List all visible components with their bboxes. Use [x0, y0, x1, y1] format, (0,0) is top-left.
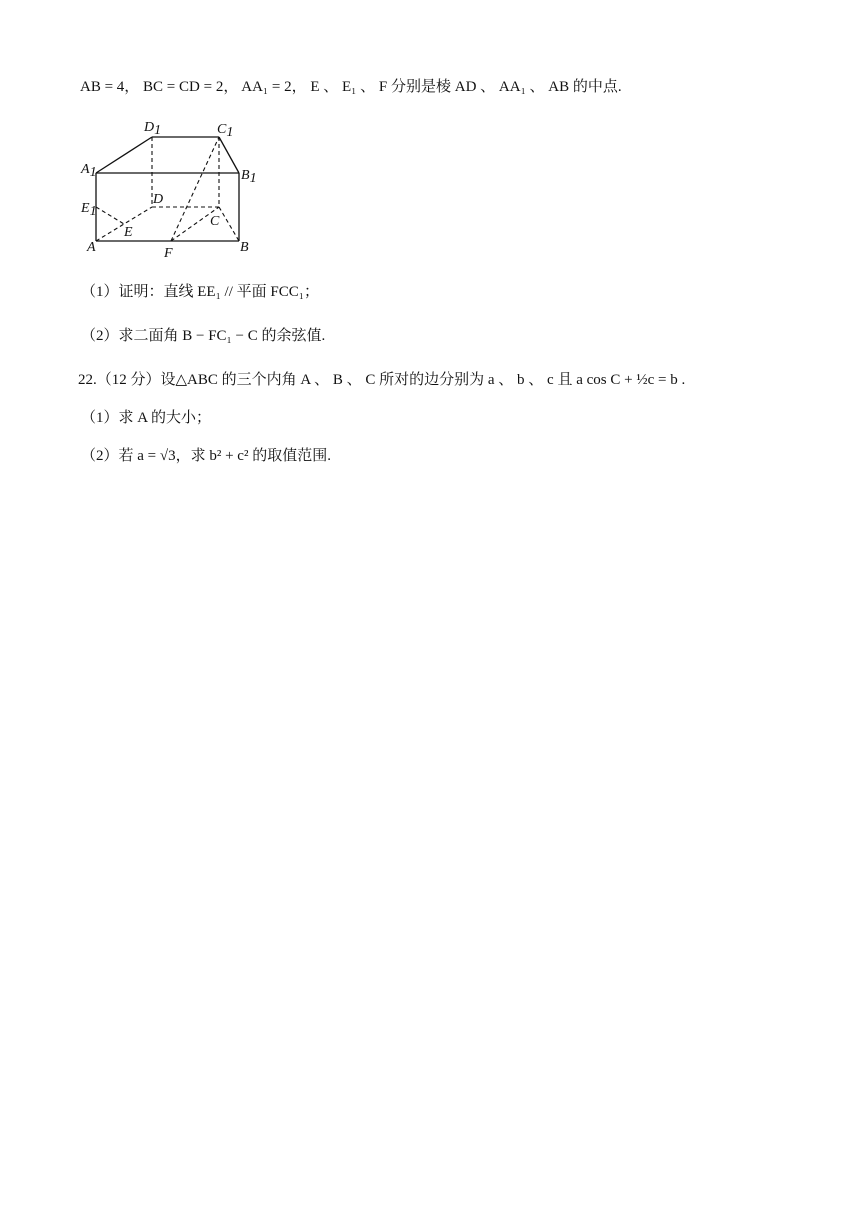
problem22-part2: （2）若 a = √3，求 b² + c² 的取值范围.	[81, 448, 331, 464]
problem22-part1: （1）求 A 的大小；	[81, 410, 212, 426]
segment-e1-e	[96, 207, 124, 224]
label-e1: E1	[81, 201, 97, 219]
label-d1: D1	[144, 120, 162, 138]
problem22-stem: 22.（12 分）设△ABC 的三个内角 A 、 B 、 C 所对的边分别为 a 、 b 、 c 且 a cos C + ½c = b .	[78, 372, 686, 388]
label-d: D	[153, 192, 164, 207]
label-a: A	[87, 240, 96, 255]
prism-figure	[78, 113, 268, 263]
label-b: B	[240, 240, 249, 255]
problem21-part2: （2）求二面角 B − FC₁ − C 的余弦值.	[81, 328, 326, 344]
problem21-given: AB = 4， BC = CD = 2， AA₁ = 2， E 、 E₁ 、 F 分别是棱 AD 、 AA₁ 、 AB 的中点.	[80, 79, 622, 95]
edge-c1-b1	[219, 137, 239, 173]
label-c1: C1	[217, 122, 234, 140]
label-b1: B1	[241, 168, 257, 186]
label-f: F	[164, 246, 173, 261]
edge-c-b	[219, 207, 239, 241]
problem21-part1: （1）证明：直线 EE₁ // 平面 FCC₁；	[81, 284, 319, 300]
label-e: E	[124, 225, 133, 240]
prism-diagram	[78, 113, 268, 263]
edge-a1-d1	[96, 137, 152, 173]
label-a1: A1	[81, 162, 97, 180]
label-c: C	[210, 214, 220, 229]
